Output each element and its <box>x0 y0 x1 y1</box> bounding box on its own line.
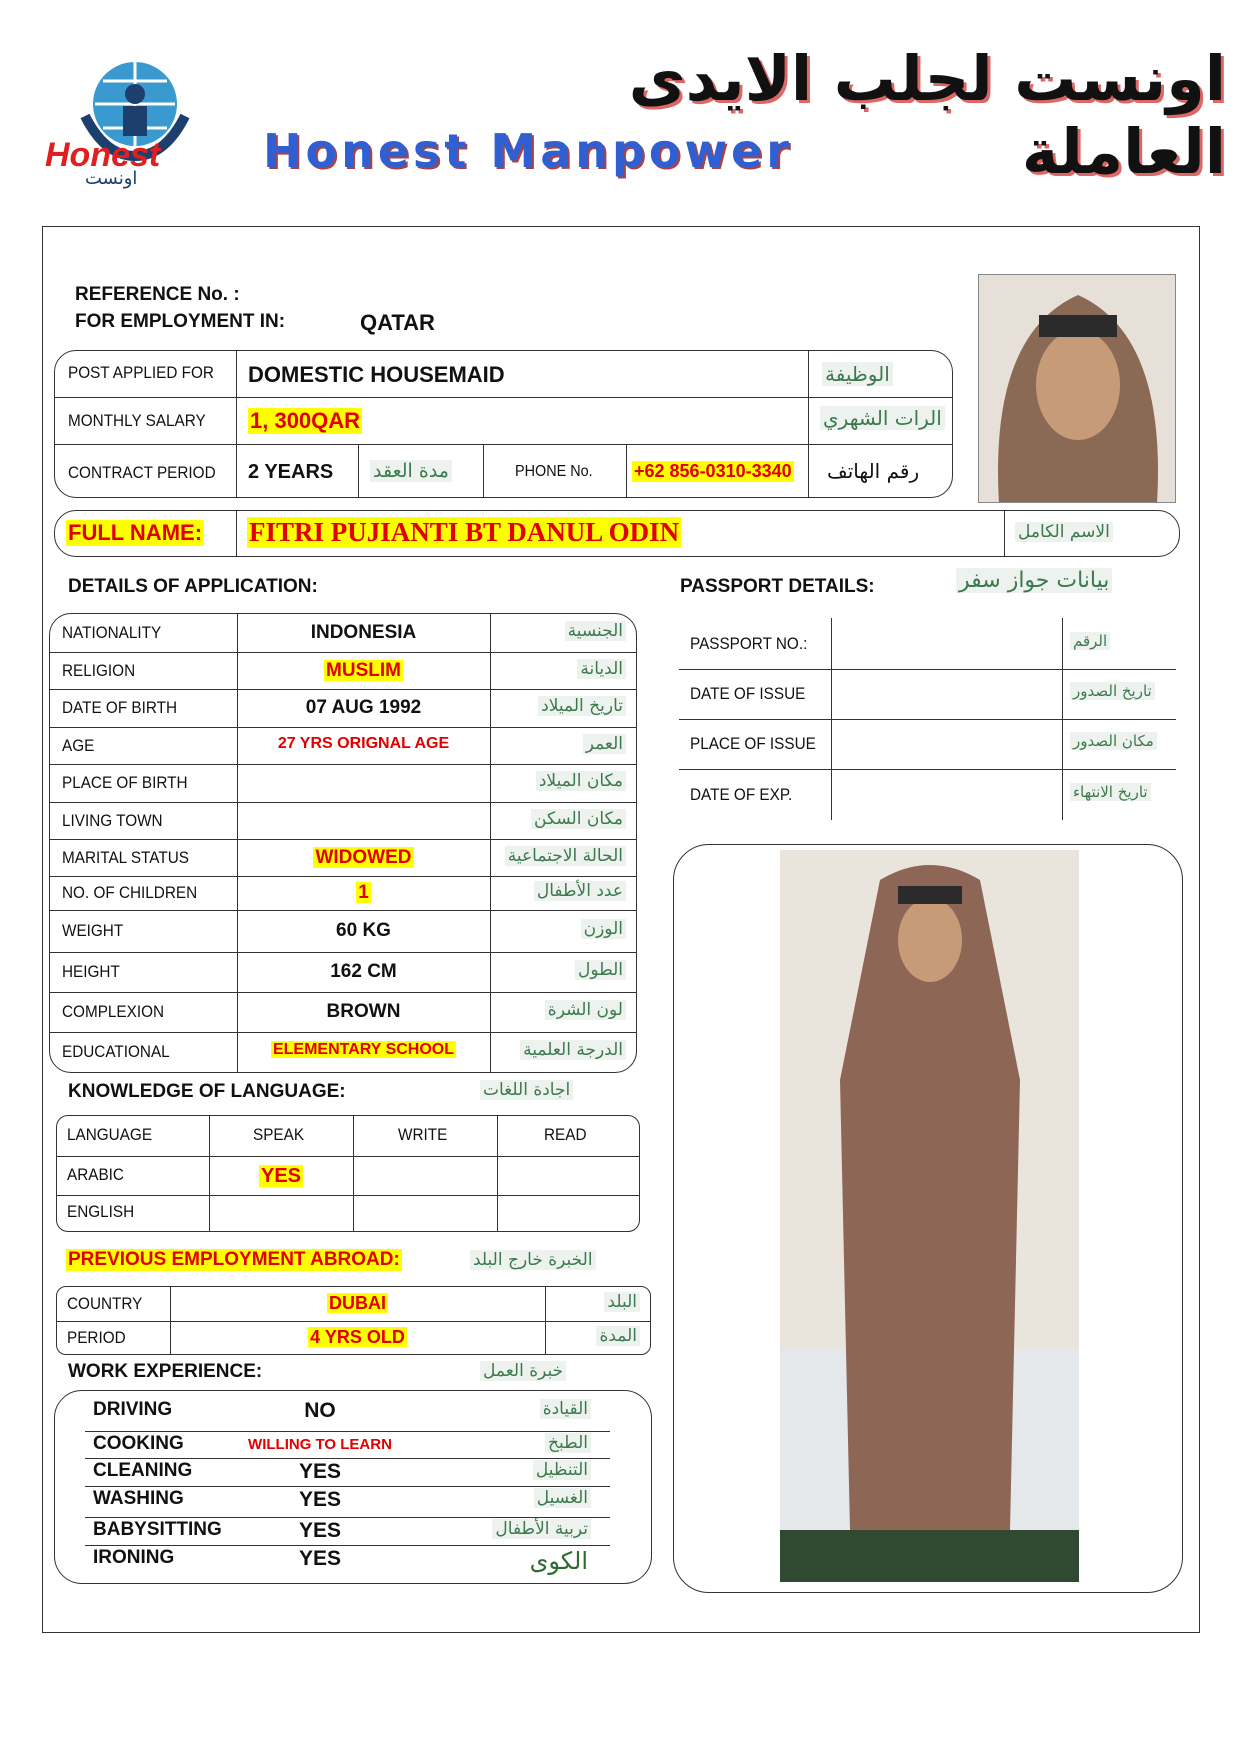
detail-arabic: لون الشرة <box>545 1000 626 1020</box>
passport-label: DATE OF EXP. <box>690 784 793 804</box>
language-cell-text: LANGUAGE <box>67 1125 153 1144</box>
language-table <box>56 1115 640 1232</box>
employment-label: FOR EMPLOYMENT IN: <box>75 311 286 332</box>
passport-arabic: تاريخ الصدور <box>1070 682 1155 700</box>
divider <box>85 1545 610 1546</box>
detail-value <box>237 735 490 753</box>
passport-label: PASSPORT NO.: <box>690 633 808 653</box>
work-experience-table <box>54 1390 652 1584</box>
language-cell-text: WRITE <box>397 1125 447 1144</box>
language-cell <box>209 1165 353 1188</box>
language-cell-text: SPEAK <box>252 1125 304 1144</box>
work-arabic: التنظيل <box>533 1460 591 1480</box>
details-table <box>49 613 637 1073</box>
divider <box>50 652 636 653</box>
previous-value-text: 4 YRS OLD <box>310 1327 405 1347</box>
detail-value-text: MUSLIM <box>326 659 401 681</box>
detail-value <box>237 920 490 942</box>
detail-value-text: 07 AUG 1992 <box>305 697 422 718</box>
detail-value-text: INDONESIA <box>310 622 417 643</box>
divider <box>50 876 636 877</box>
work-label: CLEANING <box>93 1460 193 1481</box>
detail-value <box>237 882 490 904</box>
divider <box>57 1156 639 1157</box>
detail-value <box>237 697 490 719</box>
detail-arabic: عدد الأطفال <box>534 881 626 901</box>
divider <box>236 350 237 498</box>
detail-value-text: 27 YRS ORIGNAL AGE <box>277 734 450 752</box>
passport-arabic: مكان الصدور <box>1070 732 1157 750</box>
work-label: WASHING <box>93 1488 184 1509</box>
divider <box>358 444 359 498</box>
work-arabic: الكوى <box>529 1547 588 1575</box>
divider <box>626 444 627 498</box>
divider <box>50 839 636 840</box>
full-name-value: FITRI PUJIANTI BT DANUL ODIN <box>249 517 680 547</box>
phone-label: PHONE No. <box>515 463 593 480</box>
work-value: YES <box>298 1488 342 1511</box>
divider <box>54 397 953 398</box>
language-cell <box>209 1202 353 1222</box>
previous-arabic: المدة <box>596 1326 640 1346</box>
reference-label: REFERENCE No. : <box>75 284 240 305</box>
language-cell <box>497 1165 639 1185</box>
previous-label: COUNTRY <box>67 1294 143 1313</box>
post-label: POST APPLIED FOR <box>68 363 214 382</box>
language-cell <box>497 1125 639 1145</box>
detail-value <box>237 961 490 983</box>
previous-value <box>170 1293 545 1314</box>
previous-employment-title: PREVIOUS EMPLOYMENT ABROAD: <box>68 1249 400 1270</box>
previous-value-text: DUBAI <box>329 1293 386 1313</box>
previous-employment-table <box>56 1286 651 1355</box>
language-cell-text: READ <box>544 1125 587 1144</box>
salary-label: MONTHLY SALARY <box>68 411 206 430</box>
work-value: YES <box>298 1547 342 1570</box>
divider <box>50 910 636 911</box>
details-title: DETAILS OF APPLICATION: <box>68 576 318 597</box>
detail-arabic: العمر <box>583 734 626 754</box>
language-cell <box>67 1125 207 1145</box>
detail-value-text: 162 CM <box>330 961 397 982</box>
detail-value <box>237 660 490 682</box>
work-value: YES <box>298 1519 342 1542</box>
post-value: DOMESTIC HOUSEMAID <box>248 362 505 387</box>
detail-label: AGE <box>62 735 95 755</box>
detail-label: RELIGION <box>62 660 136 680</box>
divider <box>490 614 491 1072</box>
divider <box>50 802 636 803</box>
detail-value <box>237 847 490 869</box>
detail-value <box>237 622 490 644</box>
post-arabic: الوظيفة <box>822 362 893 386</box>
detail-label: MARITAL STATUS <box>62 847 189 867</box>
detail-arabic: الدرجة العلمية <box>520 1040 626 1060</box>
salary-arabic: الرات الشهري <box>820 406 945 430</box>
detail-label: NO. OF CHILDREN <box>62 883 198 902</box>
divider <box>50 992 636 993</box>
passport-arabic: تاريخ الانتهاء <box>1070 783 1151 801</box>
work-arabic: تربية الأطفال <box>492 1519 591 1539</box>
divider <box>679 719 1176 720</box>
divider <box>85 1517 610 1518</box>
previous-arabic: البلد <box>604 1292 640 1312</box>
divider <box>679 669 1176 670</box>
passport-label: DATE OF ISSUE <box>690 684 806 703</box>
language-cell <box>353 1165 497 1185</box>
detail-value-text: 60 KG <box>336 920 391 941</box>
detail-arabic: الجنسية <box>565 621 626 641</box>
divider <box>50 764 636 765</box>
work-value: WILLING TO LEARN <box>248 1436 392 1453</box>
work-arabic: الطبخ <box>545 1433 591 1453</box>
detail-label: COMPLEXION <box>62 1002 165 1021</box>
divider <box>50 1032 636 1033</box>
passport-label: PLACE OF ISSUE <box>690 734 816 753</box>
detail-label: HEIGHT <box>62 962 120 981</box>
previous-employment-title-arabic: الخبرة خارج البلد <box>470 1250 596 1270</box>
detail-label: LIVING TOWN <box>62 810 163 830</box>
work-arabic: الغسيل <box>534 1488 591 1508</box>
detail-arabic: الديانة <box>577 659 626 679</box>
divider <box>808 350 809 498</box>
detail-label: WEIGHT <box>62 921 124 940</box>
detail-label: NATIONALITY <box>62 623 162 642</box>
employment-country: QATAR <box>360 310 435 335</box>
contract-arabic: مدة العقد <box>370 460 452 482</box>
detail-label: PLACE OF BIRTH <box>62 773 188 792</box>
passport-title-arabic: بيانات جواز سفر <box>956 568 1112 593</box>
detail-label: EDUCATIONAL <box>62 1042 170 1061</box>
detail-label: DATE OF BIRTH <box>62 698 178 717</box>
detail-arabic: مكان السكن <box>531 809 626 829</box>
language-cell-text: YES <box>260 1164 302 1187</box>
detail-arabic: الحالة الاجتماعية <box>505 846 626 866</box>
work-experience-title: WORK EXPERIENCE: <box>68 1361 263 1382</box>
logo-arabic: اونست <box>85 168 138 189</box>
divider <box>236 510 237 557</box>
detail-arabic: الطول <box>575 960 626 980</box>
title-english: Honest Manpower <box>263 124 793 178</box>
work-value: YES <box>298 1460 342 1483</box>
language-title: KNOWLEDGE OF LANGUAGE: <box>68 1081 346 1102</box>
detail-value-text: WIDOWED <box>315 846 412 868</box>
detail-arabic: مكان الميلاد <box>536 771 626 791</box>
company-logo <box>45 56 220 190</box>
passport-arabic: الرقم <box>1070 632 1110 650</box>
detail-value-text: BROWN <box>326 1001 401 1022</box>
divider <box>50 727 636 728</box>
contract-value: 2 YEARS <box>248 461 334 483</box>
detail-value <box>237 1041 490 1059</box>
full-body-photo <box>780 850 1079 1582</box>
phone-value: +62 856-0310-3340 <box>634 461 792 481</box>
divider <box>50 689 636 690</box>
language-cell <box>353 1125 497 1145</box>
contract-label: CONTRACT PERIOD <box>68 463 216 482</box>
language-cell-text: ENGLISH <box>67 1202 135 1221</box>
detail-arabic: تاريخ الميلاد <box>538 696 626 716</box>
previous-label: PERIOD <box>67 1328 126 1347</box>
divider <box>85 1431 610 1432</box>
language-cell <box>67 1165 207 1185</box>
work-experience-title-arabic: خبرة العمل <box>480 1361 566 1381</box>
passport-title: PASSPORT DETAILS: <box>680 576 875 597</box>
detail-arabic: الوزن <box>581 919 626 939</box>
language-cell <box>353 1202 497 1222</box>
work-label: DRIVING <box>93 1399 173 1420</box>
language-cell <box>67 1202 207 1222</box>
detail-value-text: ELEMENTARY SCHOOL <box>272 1041 455 1058</box>
divider <box>50 952 636 953</box>
divider <box>57 1321 650 1322</box>
portrait-photo <box>978 274 1176 503</box>
work-arabic: القيادة <box>540 1399 591 1419</box>
divider <box>679 769 1176 770</box>
work-label: BABYSITTING <box>93 1519 222 1540</box>
language-cell <box>209 1125 353 1145</box>
logo-text: Honest <box>45 136 161 174</box>
work-label: IRONING <box>93 1547 175 1568</box>
divider <box>57 1195 639 1196</box>
divider <box>54 444 953 445</box>
language-cell <box>497 1202 639 1222</box>
detail-value-text: 1 <box>358 882 369 903</box>
phone-arabic: رقم الهاتف <box>827 459 920 483</box>
previous-value <box>170 1327 545 1348</box>
detail-value <box>237 1001 490 1023</box>
divider <box>85 1486 610 1487</box>
title-arabic: اونست لجلب الايدى العاملة <box>628 42 1226 188</box>
full-name-arabic: الاسم الكامل <box>1015 522 1113 542</box>
divider <box>85 1458 610 1459</box>
work-value: NO <box>304 1399 336 1422</box>
language-cell-text: ARABIC <box>67 1164 124 1184</box>
divider <box>1004 510 1005 557</box>
divider <box>483 444 484 498</box>
full-name-label: FULL NAME: <box>68 520 203 545</box>
language-title-arabic: اجادة اللغات <box>480 1080 573 1100</box>
salary-value: 1, 300QAR <box>250 408 361 433</box>
work-label: COOKING <box>93 1433 184 1454</box>
